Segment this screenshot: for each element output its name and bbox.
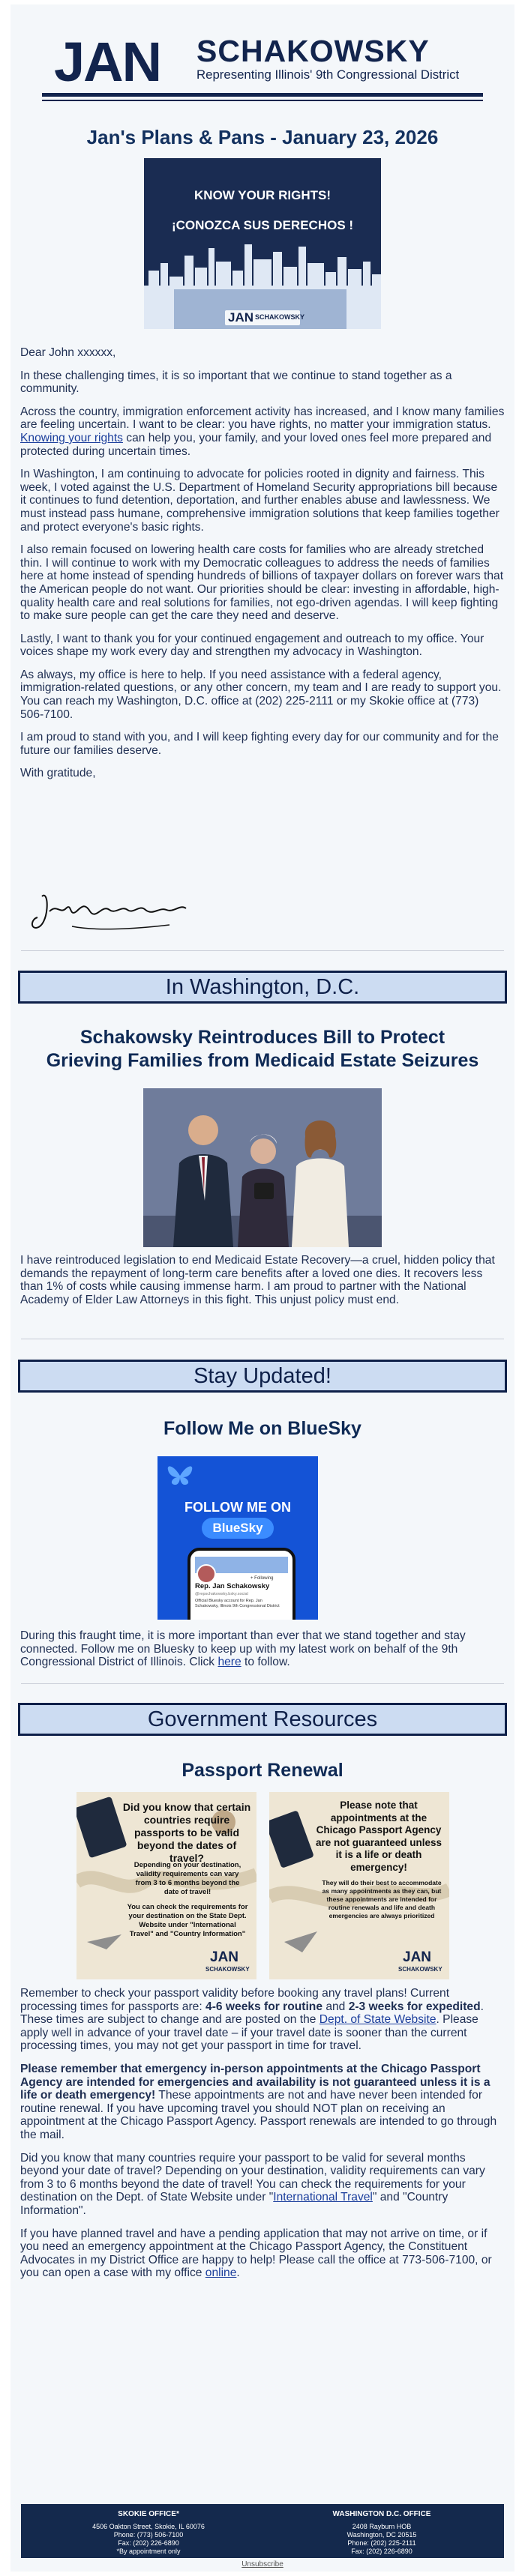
letter-body	[20, 346, 505, 780]
know-your-rights-banner[interactable]	[144, 158, 381, 329]
butterfly-icon	[165, 1462, 195, 1488]
card1-title: Did you know that certain countries require passports to be valid beyond the dates of travel?	[122, 1801, 251, 1864]
dc-line4: Fax: (202) 226-6890	[351, 2548, 412, 2555]
newsletter-title: Jan's Plans & Pans - January 23, 2026	[86, 126, 439, 148]
banner-logo-last: SCHAKOWSKY	[255, 313, 305, 321]
letter-paragraph-5: Lastly, I want to thank you for your continued engagement and outreach to my office. Your voices shape my work every day and strengthen my advocacy in Washington.	[20, 632, 484, 659]
footer-skokie-office	[36, 2509, 261, 2556]
banner-line1: KNOW YOUR RIGHTS!	[194, 188, 331, 202]
skokie-line1: 4506 Oakton Street, Skokie, IL 60076	[92, 2523, 205, 2530]
card2-logo-last: SCHAKOWSKY	[398, 1966, 442, 1973]
logo-last: SCHAKOWSKY	[196, 34, 430, 68]
skokie-line3: Fax: (202) 226-6890	[118, 2539, 179, 2547]
letter-paragraph-1: In these challenging times, it is so important that we continue to stand together as a community.	[20, 369, 452, 396]
header-rule-thin	[42, 100, 483, 101]
section-header-government-resources: Government Resources	[18, 1703, 507, 1736]
bluesky-body: During this fraught time, it is more important than ever that we stand together and stay connected. Follow me on Bluesky to keep up with my latest work on behalf of the 9th Congressional District of Illinois. Click here to follow.	[20, 1629, 466, 1669]
open-case-online-link[interactable]: online	[205, 2266, 237, 2280]
dc-line2: Washington, DC 20515	[346, 2531, 417, 2539]
unsubscribe-link[interactable]: Unsubscribe	[242, 2560, 284, 2569]
passport-paragraph-4: If you have planned travel and have a pending application that may not arrive on time, or if you need an emergency appointment at the Chicago Passport Agency, the Constituent Advocates in my District Office are happy to help! Please call the office at 773-506-7100, or you can open a case with my office online.	[20, 2227, 492, 2280]
passport-headline: Passport Renewal	[182, 1760, 344, 1781]
logo-first: JAN	[54, 31, 161, 93]
header-rule-thick	[42, 93, 483, 97]
card1-logo-first: JAN	[210, 1949, 239, 1965]
photo-illustration	[143, 1088, 382, 1247]
card1-logo-last: SCHAKOWSKY	[206, 1966, 250, 1973]
divider	[21, 950, 504, 951]
section-header-washington: In Washington, D.C.	[18, 971, 507, 1004]
phone-mockup	[188, 1548, 296, 1620]
passport-card-appointments[interactable]	[269, 1792, 449, 1979]
washington-body: I have reintroduced legislation to end Medicaid Estate Recovery—a cruel, hidden policy that demands the repayment of long-term care benefits after a loved one dies. It recovers less than 1% of costs while causing immense harm. I am proud to partner with the National Academy of Elder Law Attorneys in this fight. This unjust policy must end.	[20, 1254, 495, 1306]
washington-body-block	[20, 1254, 505, 1306]
know-your-rights-link[interactable]: Knowing your rights	[20, 431, 123, 444]
header-logo[interactable]	[10, 27, 514, 94]
divider	[21, 1683, 504, 1684]
card2-logo-first: JAN	[403, 1949, 432, 1965]
bluesky-graphic-line2: BlueSky	[212, 1521, 263, 1535]
dc-line1: 2408 Rayburn HOB	[352, 2523, 412, 2530]
bluesky-graphic-line1: FOLLOW ME ON	[184, 1500, 291, 1515]
greeting: Dear John xxxxxx,	[20, 346, 116, 359]
profile-avatar	[196, 1564, 216, 1584]
passport-paragraph-3: Did you know that many countries require your passport to be valid for several months beyond your date of travel? Depending on your destination, validity requirements can vary from 3 to 6 months beyond the date of travel! You can check the requirements for your destination on the Dept. of State Website under "International Travel" and "Country Information".	[20, 2151, 485, 2217]
passport-card-validity[interactable]	[76, 1792, 256, 1979]
dept-of-state-link[interactable]: Dept. of State Website	[319, 2013, 436, 2027]
logo-tagline: Representing Illinois' 9th Congressional District	[196, 67, 460, 82]
banner-line2: ¡CONOZCA SUS DERECHOS !	[171, 218, 354, 232]
bluesky-follow-link[interactable]: here	[218, 1656, 242, 1669]
profile-follow: + Following	[250, 1576, 274, 1581]
photo-jan-with-family	[143, 1088, 382, 1247]
card2-title: Please note that appointments at the Chicago Passport Agency are not guaranteed unless it is a life or death emergency!	[315, 1800, 442, 1873]
letter-paragraph-7: I am proud to stand with you, and I will keep fighting every day for our community and for the future our families deserve.	[20, 731, 499, 757]
bluesky-graphic[interactable]	[158, 1456, 318, 1620]
letter-paragraph-4: I also remain focused on lowering health care costs for families who are already stretched thin. I will continue to work with my Democratic colleagues to address the needs of families here at home instead of spending hundreds of billions of taxpayer dollars on forever wars that the American people do not want. Our priorities should be clear: investing in affordable, high-quality health care and real solutions for families, not ego-driven agendas. I will keep fighting to make sure people can get the care they need and deserve.	[20, 543, 504, 623]
bluesky-body-block	[20, 1629, 505, 1669]
closing: With gratitude,	[20, 767, 96, 780]
card1-text2: You can check the requirements for your destination on the State Dept. Website under "International Travel" and "Country Information"	[127, 1903, 248, 1938]
letter-paragraph-3: In Washington, I am continuing to advocate for policies rooted in dignity and fairness. This week, I voted against the U.S. Department of Homeland Security appropriations bill because it continues to fund detention, deportation, and further enables abuse and lawlessness. We must instead pass humane, comprehensive immigration solutions that keep families together and protect everyone's basic rights.	[20, 468, 500, 534]
banner-logo-first: JAN	[228, 310, 254, 325]
dc-title: WASHINGTON D.C. OFFICE	[332, 2510, 431, 2518]
skokie-line4: *By appointment only	[116, 2548, 181, 2555]
passport-paragraph-1: Remember to check your passport validity before booking any travel plans! Current processing times for passports are: 4-6 weeks for routine and 2-3 weeks for expedited. These times are subject to change and are posted on the Dept. of State Website. Please apply well in advance of your travel date – if your travel date is sooner than the current processing times, you may not get your passport in time for travel.	[20, 1987, 484, 2053]
signature-text	[10, 4, 11, 5]
footer	[21, 2504, 504, 2558]
washington-headline[interactable]: Schakowsky Reintroduces Bill to Protect Grieving Families from Medicaid Estate Seizures	[46, 1027, 479, 1071]
profile-name: Rep. Jan Schakowsky	[195, 1582, 270, 1590]
card2-text: They will do their best to accommodate as many appointments as they can, but these appointments are intended for routine renewals and life and death emergencies are always prioritized	[322, 1879, 442, 1919]
profile-handle: @repschakowsky.bsky.social	[195, 1592, 248, 1596]
section-header-stay-updated: Stay Updated!	[18, 1360, 507, 1393]
skokie-title: SKOKIE OFFICE*	[118, 2510, 179, 2518]
city-skyline-image	[144, 158, 381, 329]
letter-paragraph-2: Across the country, immigration enforcement activity has increased, and I know many families are feeling uncertain. I want to be clear: you have rights, no matter your immigration status. Knowing your rights can help you, your family, and your loved ones feel more prepared and protected during uncertain times.	[20, 405, 505, 458]
international-travel-link[interactable]: International Travel	[273, 2191, 373, 2204]
letter-paragraph-6: As always, my office is here to help. If you need assistance with a federal agency, immigration-related questions, or any other concern, my team and I are ready to support you. You can reach my Washington, D.C. office at (202) 225-2111 or my Skokie office at (773) 506-7100.	[20, 668, 502, 721]
profile-bio: Official Bluesky account for Rep. Jan Schakowsky, Illinois 9th Congressional District	[195, 1599, 280, 1608]
footer-dc-office	[273, 2509, 490, 2556]
signature-image	[27, 881, 192, 941]
skokie-line2: Phone: (773) 506-7100	[113, 2531, 184, 2539]
bluesky-headline: Follow Me on BlueSky	[164, 1418, 362, 1439]
dc-line3: Phone: (202) 225-2111	[347, 2539, 416, 2547]
newsletter-page	[10, 4, 514, 2572]
passport-paragraph-2: Please remember that emergency in-person appointments at the Chicago Passport Agency are intended for emergencies and availability is not guaranteed unless it is a life or death emergency! These appointments are not and have never been intended for routine renewal. If you have upcoming travel you should NOT plan on receiving an appointment at the Chicago Passport Agency. Passport renewals are intended to go through the mail.	[20, 2062, 497, 2141]
passport-body-block	[20, 1987, 505, 2280]
card1-text1: Depending on your destination, validity requirements can vary from 3 to 6 months beyond the date of travel!	[134, 1861, 242, 1896]
